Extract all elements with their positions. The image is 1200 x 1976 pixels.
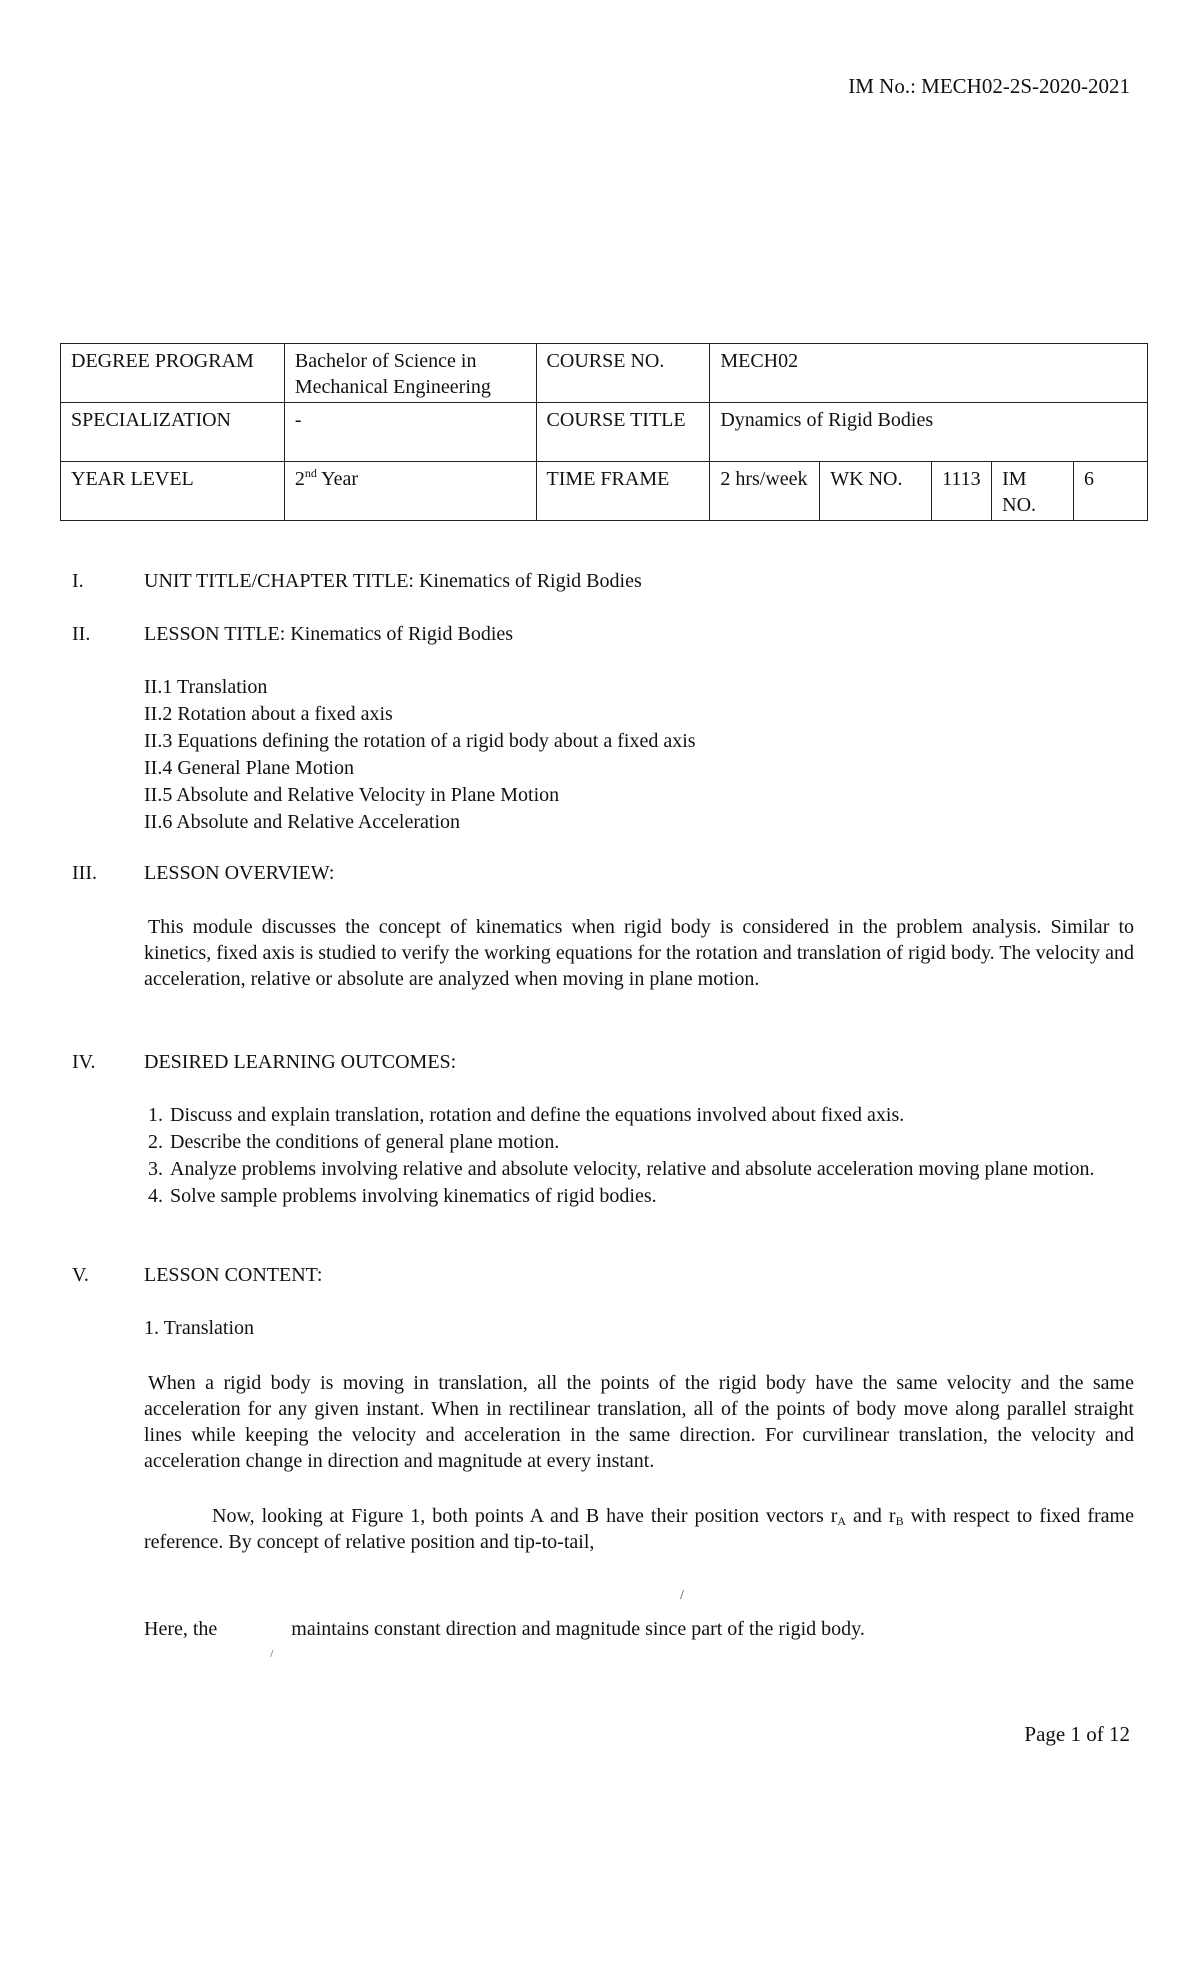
course-title-label: COURSE TITLE <box>536 403 710 462</box>
course-no-value: MECH02 <box>710 344 1148 403</box>
section-number: III. <box>72 862 97 884</box>
section-heading: LESSON CONTENT: <box>144 1264 323 1286</box>
lesson-topic: II.3 Equations defining the rotation of a rigid body about a fixed axis <box>144 730 696 752</box>
outcome-item: 1. Discuss and explain translation, rotation and define the equations involved about fixed axis. <box>168 1102 1158 1129</box>
section-heading: UNIT TITLE/CHAPTER TITLE: Kinematics of Rigid Bodies <box>144 570 642 592</box>
translation-paragraph: When a rigid body is moving in translation, all the points of the rigid body have the same velocity and the same acceleration for any given instant. When in rectilinear translation, all of the points of body move along parallel straight lines while keeping the velocity and acceleration in the same direction. For curvilinear translation, the velocity and acceleration change in direction and magnitude at every instant. <box>144 1372 1134 1472</box>
im-number-header: IM No.: MECH02-2S-2020-2021 <box>848 74 1130 98</box>
subscript-a: A <box>837 1514 847 1528</box>
here-text-start: Here, the <box>144 1618 218 1640</box>
lesson-topic: II.1 Translation <box>144 676 268 698</box>
paragraph-text: and r <box>846 1505 896 1527</box>
year-level-label: YEAR LEVEL <box>61 462 285 521</box>
im-no-label: IM NO. <box>992 462 1074 521</box>
outcomes-list <box>144 1102 1158 1210</box>
degree-program-value: Bachelor of Science in Mechanical Engineering <box>284 344 536 403</box>
outcome-item: 4. Solve sample problems involving kinematics of rigid bodies. <box>168 1183 1158 1210</box>
section-heading: LESSON OVERVIEW: <box>144 862 335 884</box>
here-sentence <box>144 1616 1134 1660</box>
time-frame-value: 2 hrs/week <box>710 462 820 521</box>
equation-placeholder: / <box>680 1588 684 1603</box>
year-level-ordinal: nd <box>304 466 317 480</box>
section-number: I. <box>72 570 84 592</box>
time-frame-label: TIME FRAME <box>536 462 710 521</box>
wk-no-label: WK NO. <box>820 462 932 521</box>
section-heading: DESIRED LEARNING OUTCOMES: <box>144 1051 457 1073</box>
here-text-end: maintains constant direction and magnitude since part of the rigid body. <box>291 1618 865 1640</box>
year-level-value <box>284 462 536 521</box>
section-number: IV. <box>72 1051 96 1073</box>
section-number: V. <box>72 1264 89 1286</box>
specialization-label: SPECIALIZATION <box>61 403 285 462</box>
vector-slash: / <box>270 1648 274 1660</box>
degree-program-label: DEGREE PROGRAM <box>61 344 285 403</box>
specialization-value: - <box>284 403 536 462</box>
year-level-word: Year <box>316 468 358 490</box>
content-subheading: 1. Translation <box>144 1317 255 1339</box>
lesson-topic: II.5 Absolute and Relative Velocity in Plane Motion <box>144 784 560 806</box>
lesson-topic-list <box>144 674 1134 836</box>
outcome-item: 2. Describe the conditions of general plane motion. <box>168 1129 1158 1156</box>
wk-no-value: 1113 <box>932 462 992 521</box>
section-number: II. <box>72 623 91 645</box>
subscript-b: B <box>895 1514 904 1528</box>
lesson-topic: II.2 Rotation about a fixed axis <box>144 703 393 725</box>
paragraph-text: with respect to fixed frame reference. By concept of relative position and tip-to-tail, <box>144 1505 1134 1553</box>
outcome-item: 3. Analyze problems involving relative and absolute velocity, relative and absolute acceleration moving plane motion. <box>168 1156 1158 1183</box>
course-no-label: COURSE NO. <box>536 344 710 403</box>
page-number: Page 1 of 12 <box>1024 1722 1130 1746</box>
year-level-number: 2 <box>294 468 305 490</box>
paragraph-text: Now, looking at Figure 1, both points A and B have their position vectors r <box>212 1505 838 1527</box>
figure-reference-paragraph <box>144 1503 1134 1555</box>
lesson-topic: II.4 General Plane Motion <box>144 757 354 779</box>
im-no-value: 6 <box>1074 462 1148 521</box>
section-heading: LESSON TITLE: Kinematics of Rigid Bodies <box>144 623 514 645</box>
course-title-value: Dynamics of Rigid Bodies <box>710 403 1148 462</box>
overview-paragraph: This module discusses the concept of kinematics when rigid body is considered in the problem analysis. Similar to kinetics, fixed axis is studied to verify the working equations for the rotation and translation of rigid body. The velocity and acceleration, relative or absolute are analyzed when moving in plane motion. <box>144 916 1134 990</box>
lesson-topic: II.6 Absolute and Relative Acceleration <box>144 811 461 833</box>
course-info-table <box>60 343 1148 521</box>
